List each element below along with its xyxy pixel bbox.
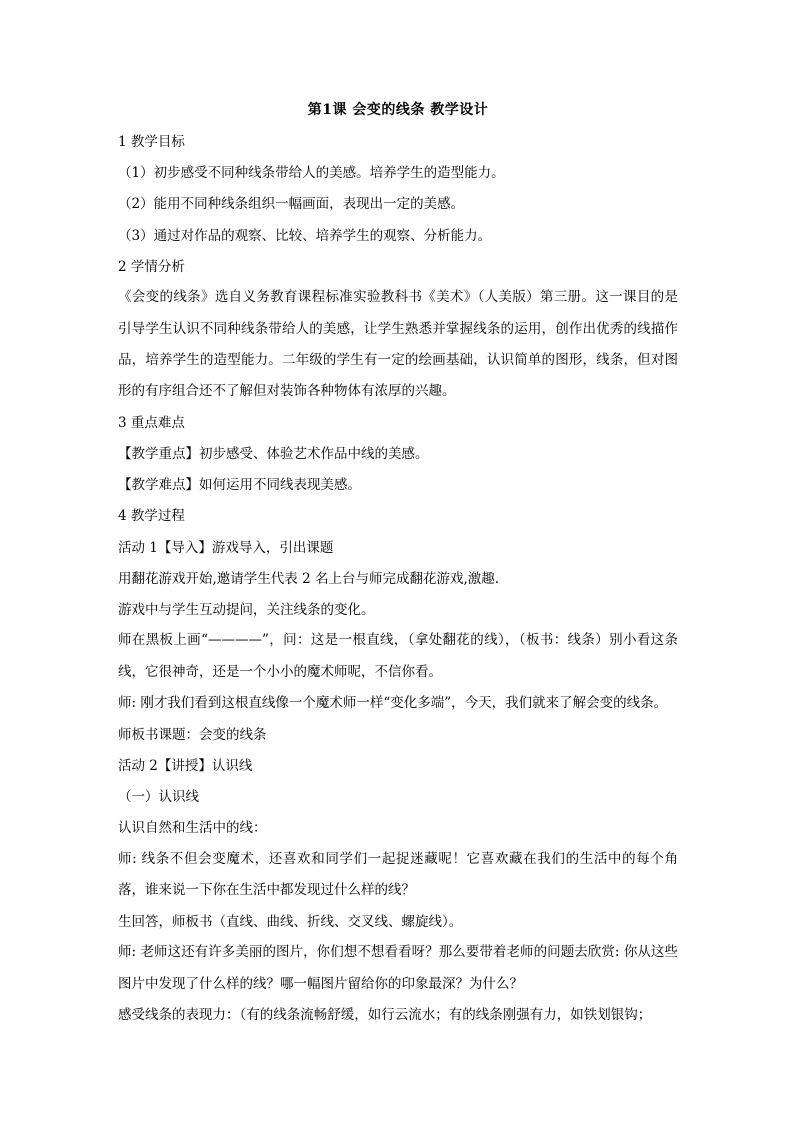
section-heading-key-points: 3 重点难点	[118, 414, 185, 431]
activity-2-paragraph-2: 师: 老师这还有许多美丽的图片，你们想不想看看呀？那么要带着老师的问题去欣赏: 你从这些图片中发现了什么样的线？哪一幅图片留给你的印象最深？为什么？	[118, 944, 678, 992]
analysis-paragraph: 《会变的线条》选自义务教育课程标准实验教科书《美术》（人美版）第三册。这一课目的是引导学生认识不同种线条带给人的美感，让学生熟悉并掌握线条的运用，创作出优秀的线描作品，培养学生的造型能力。二年级的学生有一定的绘画基础，认识简单的图形，线条，但对图形的有序组合还不了解但对装饰各种物体有浓厚的兴趣。	[118, 289, 678, 399]
activity-2-line-3: 感受线条的表现力：（有的线条流畅舒缓，如行云流水；有的线条刚强有力，如铁划银钩；	[118, 1007, 652, 1024]
activity-1-line-3: 师: 刚才我们看到这根直线像一个魔术师一样“变化多端”，今天，我们就来了解会变的线条。	[118, 695, 668, 712]
section-heading-objectives: 1 教学目标	[118, 134, 185, 150]
key-point: 【教学重点】初步感受、体验艺术作品中线的美感。	[118, 445, 429, 462]
activity-2-paragraph-1: 师: 线条不但会变魔术，还喜欢和同学们一起捉迷藏呢！它喜欢藏在我们的生活中的每个角落，谁来说一下你在生活中都发现过什么样的线？	[118, 850, 678, 899]
section-heading-process: 4 教学过程	[118, 508, 185, 525]
activity-2-heading: 活动 2【讲授】认识线	[118, 757, 253, 774]
activity-1-line-4: 师板书课题：会变的线条	[118, 726, 267, 743]
activity-1-line-2: 游戏中与学生互动提问，关注线条的变化。	[118, 601, 375, 618]
activity-1-paragraph: 师在黑板上画“————”，问：这是一根直线，（拿处翻花的线），（板书：线条）别小看这条线，它很神奇，还是一个小小的魔术师呢，不信你看。	[118, 632, 678, 680]
activity-1-heading: 活动 1【导入】游戏导入，引出课题	[118, 539, 334, 556]
objective-item-2: （2）能用不同种线条组织一幅画面，表现出一定的美感。	[118, 196, 465, 213]
objective-item-3: （3）通过对作品的观察、比较、培养学生的观察、分析能力。	[118, 227, 492, 244]
activity-2-subheading: （一）认识线	[118, 789, 199, 806]
activity-2-line-2: 生回答，师板书（直线、曲线、折线、交叉线、螺旋线）。	[118, 913, 463, 930]
activity-2-line-1: 认识自然和生活中的线：	[118, 820, 267, 837]
document-title: 第1课 会变的线条 教学设计	[307, 102, 489, 118]
document-page	[118, 100, 678, 1037]
difficult-point: 【教学难点】如何运用不同线表现美感。	[118, 477, 361, 494]
activity-1-line-1: 用翻花游戏开始,邀请学生代表 2 名上台与师完成翻花游戏,激趣.	[118, 570, 500, 587]
section-heading-analysis: 2 学情分析	[118, 258, 185, 275]
objective-item-1: （1）初步感受不同种线条带给人的美感。培养学生的造型能力。	[118, 165, 505, 182]
